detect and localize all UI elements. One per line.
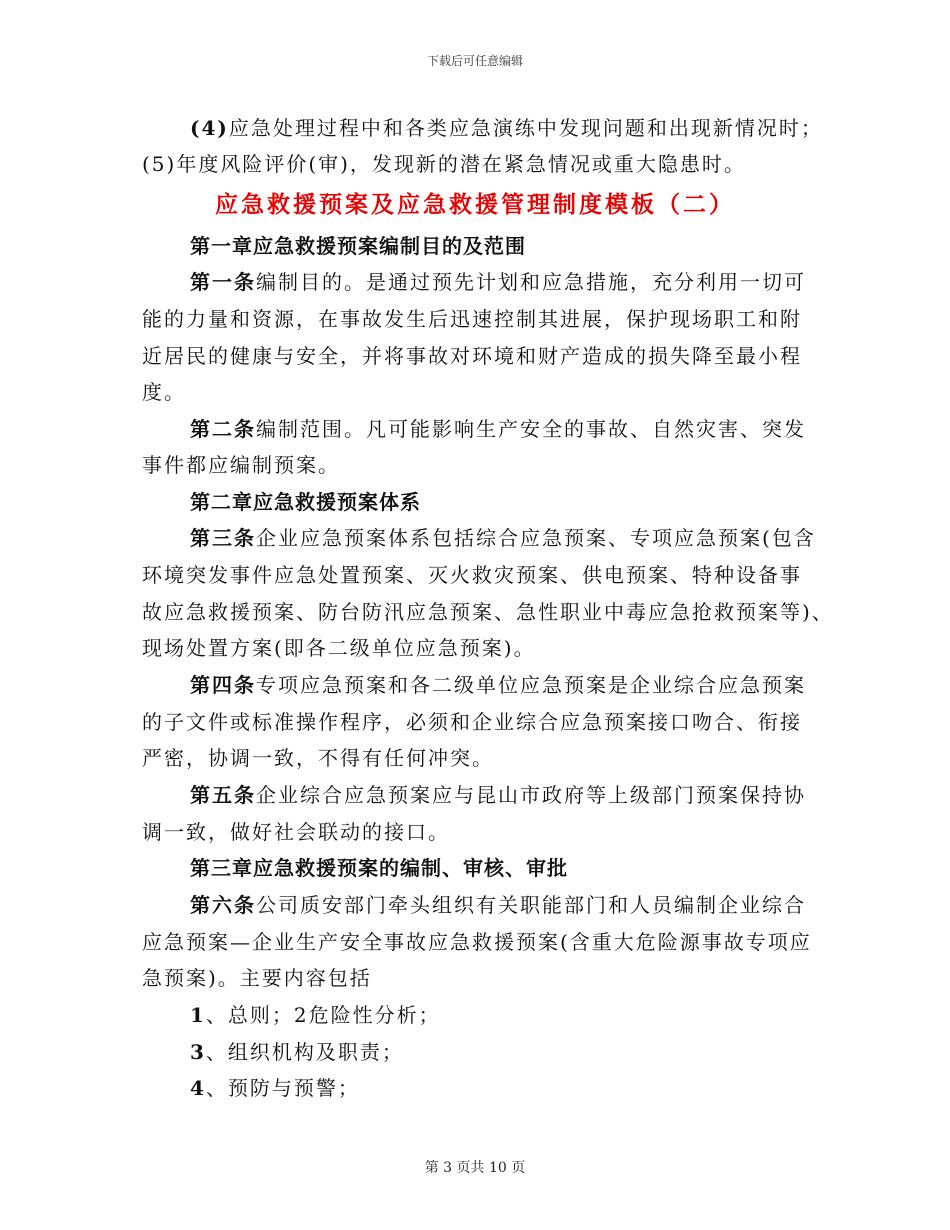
- article-5-line-2: 调一致，做好社会联动的接口。: [142, 820, 450, 844]
- document-title: 应急救援预案及应急救援管理制度模板（二）: [215, 192, 735, 218]
- list-number: 3: [190, 1040, 206, 1064]
- article-label: 第二条: [190, 417, 256, 441]
- article-6-line-1: [190, 891, 842, 919]
- article-6-line-2: 应急预案—企业生产安全事故应急救援预案(含重大危险源事故专项应: [142, 930, 812, 954]
- list-text: 、预防与预警；: [205, 1076, 360, 1100]
- article-5-line-1: [190, 781, 842, 809]
- article-text: 编制范围。凡可能影响生产安全的事故、自然灾害、突发: [256, 417, 806, 441]
- list-number: 1: [190, 1003, 206, 1027]
- article-2-line-1: [190, 415, 842, 443]
- list-text: 、组织机构及职责；: [205, 1040, 404, 1064]
- list-number: 4: [190, 1076, 206, 1100]
- article-6-line-3: 急预案)。主要内容包括: [142, 966, 372, 990]
- page-number-footer: 第 3 页共 10 页: [424, 1160, 526, 1176]
- intro-item-5: (5)年度风险评价(审)，发现新的潜在紧急情况或重大隐患时。: [142, 152, 746, 176]
- list-item-1: [190, 1001, 842, 1029]
- article-text: 企业综合应急预案应与昆山市政府等上级部门预案保持协: [256, 783, 806, 807]
- article-3-line-2: 环境突发事件应急处置预案、灭火救灾预案、供电预案、特种设备事: [142, 563, 802, 587]
- article-1-line-3: 近居民的健康与安全，并将事故对环境和财产造成的损失降至最小程: [142, 344, 802, 368]
- article-label: 第三条: [190, 526, 256, 550]
- article-label: 第五条: [190, 783, 256, 807]
- article-label: 第四条: [190, 673, 256, 697]
- article-3-line-3: 故应急救援预案、防台防汛应急预案、急性职业中毒应急抢救预案等)、: [142, 600, 834, 624]
- article-4-line-3: 严密，协调一致，不得有任何冲突。: [142, 746, 494, 770]
- chapter-heading-1: 第一章应急救援预案编制目的及范围: [190, 234, 526, 258]
- chapter-heading-2: 第二章应急救援预案体系: [190, 490, 421, 514]
- article-4-line-1: [190, 671, 842, 699]
- item-number: (4): [190, 116, 229, 140]
- item-text: 应急处理过程中和各类应急演练中发现问题和出现新情况时；: [228, 116, 823, 140]
- article-text: 公司质安部门牵头组织有关职能部门和人员编制企业综合: [256, 893, 806, 917]
- article-1-line-1: [190, 268, 842, 296]
- chapter-heading-3: 第三章应急救援预案的编制、审核、审批: [190, 856, 568, 880]
- article-2-line-2: 事件都应编制预案。: [142, 453, 340, 477]
- article-3-line-4: 现场处置方案(即各二级单位应急预案)。: [142, 636, 536, 660]
- article-text: 专项应急预案和各二级单位应急预案是企业综合应急预案: [256, 673, 806, 697]
- article-text: 企业应急预案体系包括综合应急预案、专项应急预案(包含: [256, 526, 816, 550]
- article-1-line-4: 度。: [142, 380, 186, 404]
- article-3-line-1: [190, 524, 842, 552]
- article-label: 第一条: [190, 270, 256, 294]
- list-item-3: [190, 1074, 842, 1102]
- page-header-note: 下载后可任意编辑: [426, 54, 523, 68]
- list-text: 、总则；2危险性分析；: [205, 1003, 441, 1027]
- list-item-2: [190, 1038, 842, 1066]
- article-4-line-2: 的子文件或标准操作程序，必须和企业综合应急预案接口吻合、衔接: [142, 710, 802, 734]
- intro-item-4: [190, 114, 842, 142]
- article-label: 第六条: [190, 893, 256, 917]
- article-1-line-2: 能的力量和资源，在事故发生后迅速控制其进展，保护现场职工和附: [142, 307, 802, 331]
- article-text: 编制目的。是通过预先计划和应急措施，充分利用一切可: [256, 270, 806, 294]
